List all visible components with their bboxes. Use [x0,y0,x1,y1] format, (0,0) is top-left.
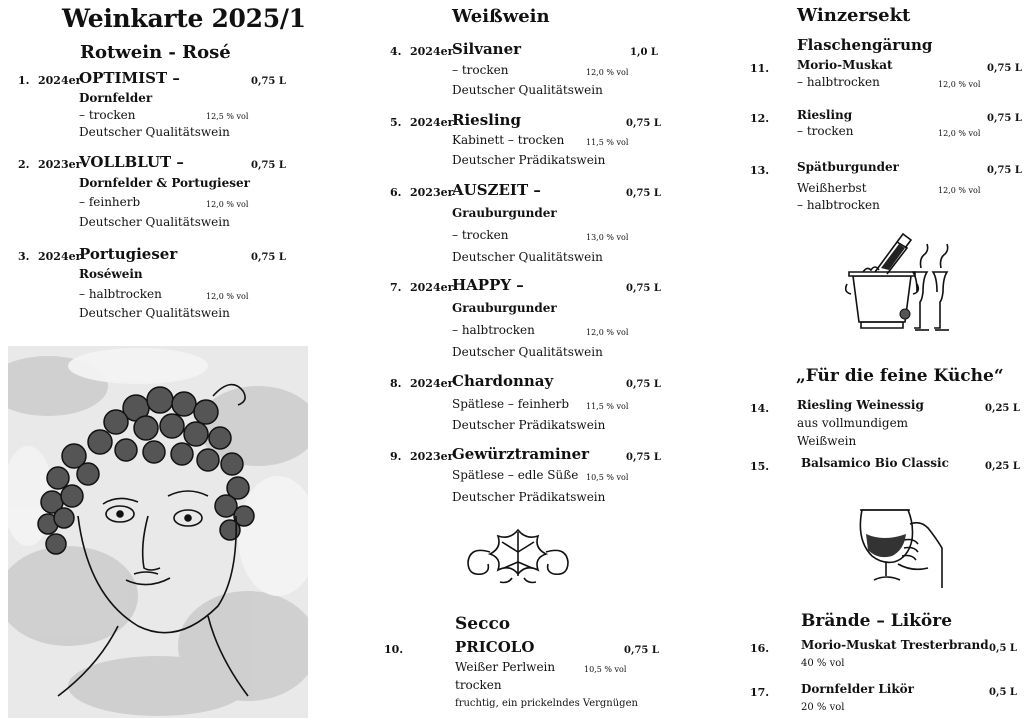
item-name: AUSZEIT – [452,181,541,199]
item-subname: Roséwein [79,267,143,281]
item-number: 9. [390,450,402,463]
item-subname: Grauburgunder [452,206,557,220]
item-alcohol: 12,5 % vol [206,112,249,121]
item-volume: 1,0 L [630,47,658,58]
item-year: 2024er [38,74,82,87]
item-alcohol: 13,0 % vol [586,233,629,242]
item-taste: – halbtrocken [797,75,880,89]
item-alcohol: 12,0 % vol [938,129,981,138]
item-name: VOLLBLUT – [79,153,184,171]
page-title: Weinkarte 2025/1 [62,4,306,33]
item-number: 5. [390,116,402,129]
item-number: 8. [390,377,402,390]
item-alcohol: 10,5 % vol [586,473,629,482]
item-volume: 0,75 L [251,252,286,263]
item-volume: 0,5 L [989,687,1017,698]
item-number: 13. [750,164,770,177]
item-volume: 0,5 L [989,643,1017,654]
item-volume: 0,25 L [985,461,1020,472]
item-volume: 0,75 L [624,645,659,656]
section-subheading-bottle-fermentation: Flaschengärung [797,36,933,54]
champagne-bucket-illustration [845,232,957,344]
item-taste: Spätlese – edle Süße [452,468,579,482]
section-heading-sparkling: Winzersekt [797,5,911,26]
item-number: 10. [384,643,404,656]
item-alcohol: 12,0 % vol [938,186,981,195]
item-name: Spätburgunder [797,160,899,174]
item-name: Portugieser [79,245,178,263]
item-name: Balsamico Bio Classic [801,456,949,470]
item-volume: 0,75 L [987,63,1022,74]
item-alcohol: 12,0 % vol [938,80,981,89]
section-heading-kitchen: „Für die feine Küche“ [796,366,1004,386]
item-description: fruchtig, ein prickelndes Vergnügen [455,698,638,709]
item-name: Gewürztraminer [452,445,590,463]
section-heading-secco: Secco [455,614,511,634]
item-year: 2024er [38,250,82,263]
item-name: Morio-Muskat [797,58,893,72]
item-quality: Deutscher Qualitätswein [79,306,230,320]
item-subname: Grauburgunder [452,301,557,315]
item-quality: Deutscher Prädikatswein [452,418,606,432]
item-alcohol: 12,0 % vol [586,328,629,337]
item-year: 2024er [410,116,454,129]
item-number: 15. [750,460,770,473]
item-taste: Weißer Perlwein [455,660,556,674]
item-taste: – feinherb [79,195,141,209]
item-name: Dornfelder Likör [801,682,914,696]
item-name: Riesling Weinessig [797,398,924,412]
item-taste-2: trocken [455,678,502,692]
item-name: Silvaner [452,40,522,58]
item-subname: Dornfelder [79,91,153,105]
item-volume: 0,75 L [251,76,286,87]
item-volume: 0,75 L [626,379,661,390]
item-number: 3. [18,250,30,263]
item-quality: Deutscher Qualitätswein [452,83,603,97]
item-taste: Spätlese – feinherb [452,397,570,411]
item-alcohol: 12,0 % vol [586,68,629,77]
item-taste: Weißherbst [797,181,867,195]
item-line-2: Weißwein [797,434,857,448]
item-alcohol: 12,0 % vol [206,292,249,301]
item-quality: Deutscher Prädikatswein [452,490,606,504]
item-year: 2024er [410,45,454,58]
item-year: 2023er [410,186,454,199]
grape-face-illustration [8,346,308,718]
item-name: Riesling [797,108,853,122]
item-year: 2023er [410,450,454,463]
item-volume: 0,75 L [626,452,661,463]
item-quality: Deutscher Prädikatswein [452,153,606,167]
item-quality: Deutscher Qualitätswein [452,345,603,359]
item-quality: Deutscher Qualitätswein [452,250,603,264]
item-volume: 0,75 L [251,160,286,171]
item-taste: – halbtrocken [452,323,535,337]
item-name: HAPPY – [452,276,524,294]
item-volume: 0,75 L [626,118,661,129]
item-alcohol: 10,5 % vol [584,665,627,674]
item-number: 16. [750,642,770,655]
item-taste: – trocken [79,108,136,122]
section-heading-white-wine: Weißwein [452,6,550,27]
item-year: 2024er [410,377,454,390]
item-volume: 0,75 L [987,113,1022,124]
item-volume: 0,75 L [626,188,661,199]
hand-glass-illustration [852,500,944,596]
item-alcohol: 11,5 % vol [586,402,629,411]
item-taste: – halbtrocken [79,287,162,301]
item-number: 14. [750,402,770,415]
item-subname: Dornfelder & Portugieser [79,176,250,190]
section-heading-spirits: Brände – Liköre [801,611,953,631]
item-name: PRICOLO [455,638,535,656]
item-name: OPTIMIST – [79,69,180,87]
item-year: 2024er [410,281,454,294]
item-volume: 0,75 L [626,283,661,294]
item-name: Chardonnay [452,372,554,390]
item-alcohol: 11,5 % vol [586,138,629,147]
item-number: 4. [390,45,402,58]
item-quality: Deutscher Qualitätswein [79,215,230,229]
item-taste: Kabinett – trocken [452,133,565,147]
item-number: 6. [390,186,402,199]
item-number: 2. [18,158,30,171]
item-number: 11. [750,62,770,75]
item-volume: 0,25 L [985,403,1020,414]
vine-leaf-ornament [462,522,574,586]
item-name: Morio-Muskat Tresterbrand [801,638,989,652]
item-taste: – trocken [452,63,509,77]
item-taste: – trocken [452,228,509,242]
item-number: 1. [18,74,30,87]
item-number: 12. [750,112,770,125]
item-name: Riesling [452,111,521,129]
item-alcohol: 12,0 % vol [206,200,249,209]
item-alcohol: 40 % vol [801,658,845,669]
item-number: 17. [750,686,770,699]
item-taste: – trocken [797,124,854,138]
section-heading-red-rose: Rotwein - Rosé [80,42,231,63]
item-quality: Deutscher Qualitätswein [79,125,230,139]
item-line-1: aus vollmundigem [797,416,909,430]
item-alcohol: 20 % vol [801,702,845,713]
item-taste-2: – halbtrocken [797,198,880,212]
item-year: 2023er [38,158,82,171]
item-number: 7. [390,281,402,294]
item-volume: 0,75 L [987,165,1022,176]
